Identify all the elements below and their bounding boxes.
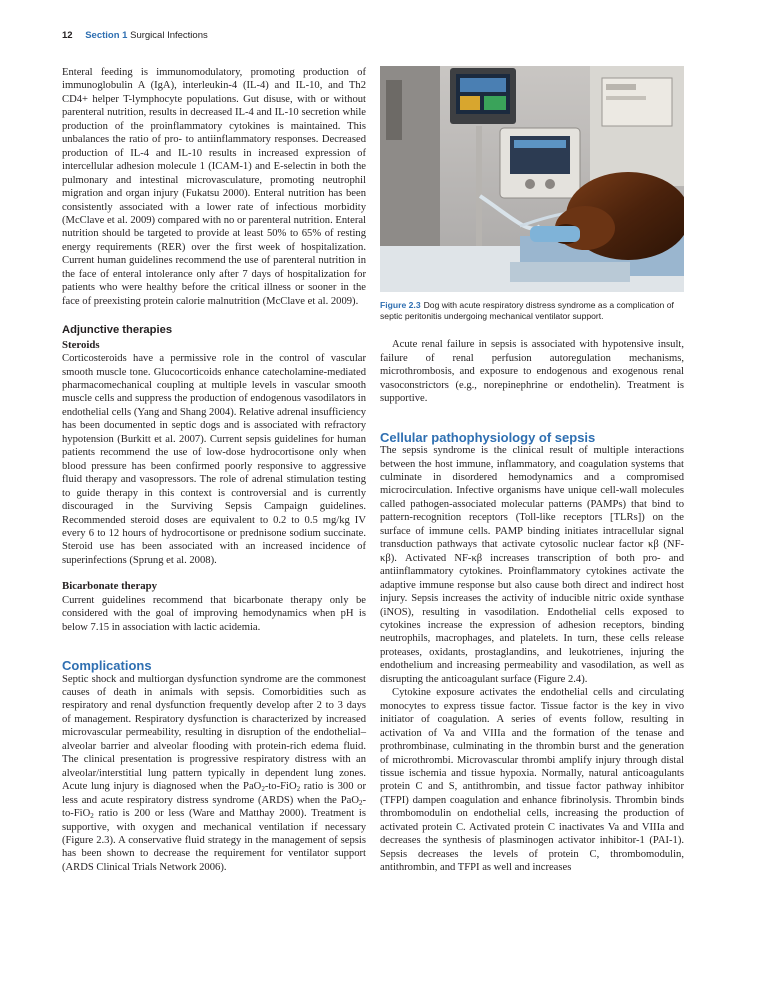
running-header <box>62 30 208 41</box>
figure-photo <box>380 66 684 292</box>
paragraph-cellular-2: Cytokine exposure activates the endothelial cells and circulating monocytes to express tissue factor. Tissue factor is the key in vivo initiator of coagulation. A series of events follow, resulting in activation of Va and VIIIa and the formation of the tenase and prothrombinase, culminating in the thrombin burst and the generation of microthrombi. Microvascular thrombi amplify injury through distal tissue ischemia and tissue hypoxia. Normally, natural anticoagulants protein C and S, antithrombin, and tissue factor pathway inhibitor (TFPI) dampen coagulation and enhance fibrinolysis. Thrombin binds thrombomodulin on endothelial cells, increasing the production of activated protein C. Activated protein C inactivates Va and VIIIa and decreases the synthesis of plasminogen activator inhibitor-1 (PAI-1). Sepsis decreases the levels of protein C, thrombomodulin, antithrombin, and TFPI as well and increases <box>380 687 684 874</box>
paragraph-enteral: Enteral feeding is immunomodulatory, promoting production of immunoglobulin A (IgA), interleukin-4 (IL-4) and IL-10, and Th2 CD4+ helper T-lymphocyte populations. Gut disuse, with or without parenteral nutrition, results in decreased IL-4 and IL-10 secretion while production of the proinflammatory cytokines is maintained. This unbalances the ratio of pro- to antiinflammatory responses. Decreased production of IL-4 and IL-10 results in increased expression of intercellular adhesion molecule 1 (ICAM-1) and E-selectin in both the pulmonary and intestinal microvasculature, promoting neutrophil migration and organ injury (Fukatsu 2000). Enteral nutrition has been consistently associated with a lower rate of infectious morbidity (McClave et al. 2009) compared with no or parenteral nutrition. Enteral nutrition should be targeted to provide at least 50% to 65% of resting energy requirements (RER) over the first week of hospitalization. Current human guidelines recommend the use of parenteral nutrition in the face of enteral intolerance only after 7 days of hospitalization for patients who were healthy before the critical illness or sooner in the face of preexisting protein calorie malnutrition (McClave et al. 2009). <box>62 67 366 307</box>
heading-adjunctive-therapies: Adjunctive therapies <box>62 324 173 337</box>
paragraph-bicarbonate: Current guidelines recommend that bicarbonate therapy only be considered with the goal of improving hemodynamics when pH is below 7.15 in association with lactic acidemia. <box>62 594 366 633</box>
section-title: Surgical Infections <box>130 30 208 41</box>
right-column <box>380 66 684 875</box>
heading-complications: Complications <box>62 658 152 674</box>
paragraph-renal-failure: Acute renal failure in sepsis is associated with hypotensive insult, failure of renal perfusion autoregulation mechanisms, microthrombosis, and exposure to endogenous and exogenous renal vasoconstrictors (e.g., norepinephrine or endothelin). Treatment is supportive. <box>380 339 684 405</box>
figure-caption <box>380 300 684 322</box>
figure-caption-text: Dog with acute respiratory distress syndrome as a complication of septic peritonitis undergoing mechanical ventilator support. <box>380 300 674 322</box>
paragraph-cellular-1: The sepsis syndrome is the clinical result of multiple interactions between the host immune, inflammatory, and coagulation systems that culminate in disordered hemodynamics and a compromised microcirculation. Infective organisms have unique cell-wall molecules called pathogen-associated molecular patterns (PAMPs) that bind to pattern-recognition receptors (Toll-like receptors [TLRs]) on the surface of immune cells. PAMP binding initiates intracellular signal transduction pathways that activate cytosolic nuclear factor κβ (NF-κβ). Activated NF-κβ increases transcription of both pro- and antiinflammatory cytokines. Proinflammatory cytokines activate the adaptive immune response but also cause both direct and indirect host injury. Sepsis increases the activity of inducible nitric oxide synthase (iNOS), resulting in vasodilation. Endothelial cells exposed to cytokines increase the expression of adhesion receptors, binding neutrophils, macrophages, and platelets. In turn, these cells release proteases, oxidants, prostaglandins, and leukotrienes, injuring the endothelium and increasing permeability and vasodilation, as well as disrupting the anticoagulant surface (Figure 2.4). <box>380 445 684 685</box>
heading-steroids: Steroids <box>62 338 100 351</box>
paragraph-complications: Septic shock and multiorgan dysfunction syndrome are the commonest causes of death in animals with sepsis. Comorbidities such as respiratory and renal dysfunction frequently develop after 2 to 3 days of management. Respiratory dysfunction is characterized by increased microvascular permeability, resulting in disruption of the endothelial–alveolar barrier and alveolar flooding with protein-rich edema fluid. The clinical presentation is progressive respiratory distress with an alveolar/interstitial lung pattern typically in dependent lung zones. Acute lung injury is diagnosed when the PaO$_2$-to-FiO$_2$ ratio is 300 or less and acute respiratory distress syndrome (ARDS) when the PaO$_2$-to-FiO$_2$ ratio is 200 or less (Ware and Matthay 2000). Treatment is supportive, with oxygen and mechanical ventilation if necessary (Figure 2.3). A conservative fluid strategy in the management of sepsis has been shown to decrease the requirement for ventilator support (ARDS Clinical Trials Network 2006). <box>62 673 366 873</box>
figure-label: Figure 2.3 <box>380 300 421 310</box>
paragraph-steroids: Corticosteroids have a permissive role in the control of vascular smooth muscle tone. Glucocorticoids enhance catecholamine-mediated pharmacomechanical coupling at multiple levels in vascular smooth muscle cells and suppress the production of endogenous vasodilators in endothelial cells (Yang and Shang 2004). Relative adrenal insufficiency has been documented in septic dogs and is associated with refractory hypotension (Burkitt et al. 2007). Current sepsis guidelines for human patients recommend the use of low-dose hydrocortisone only when blood pressure has been confirmed poorly responsive to aggressive fluid therapy and vasopressors. The role of adrenal stimulation testing to guide therapy in this context is controversial and is currently discouraged in the Surviving Sepsis Campaign guidelines. Recommended steroid doses are equivalent to 0.2 to 0.5 mg/kg IV every 6 to 12 hours of hydrocortisone or prednisone sodium succinate. Steroid use has been associated with an increased incidence of superinfections (Sprung et al. 2008). <box>62 353 366 566</box>
page-number: 12 <box>62 30 73 41</box>
section-label: Section 1 <box>85 30 128 41</box>
ventilator-dog-photo <box>380 66 684 292</box>
left-column <box>62 66 366 874</box>
heading-bicarbonate: Bicarbonate therapy <box>62 580 158 593</box>
heading-cellular-pathophysiology: Cellular pathophysiology of sepsis <box>380 429 596 445</box>
